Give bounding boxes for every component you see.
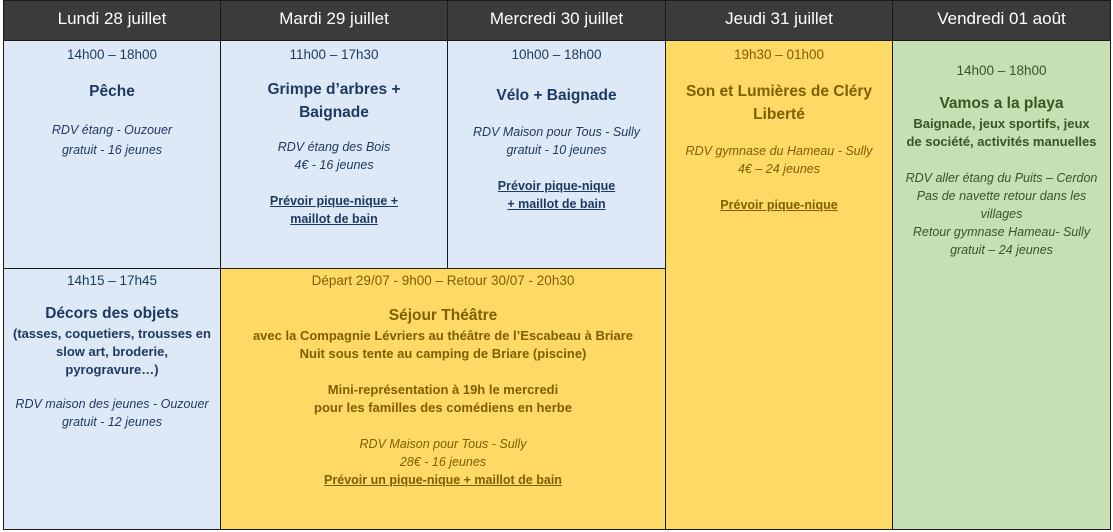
activity-performance-line2: pour les familles des comédiens en herbe — [314, 400, 572, 415]
activity-decors-objets — [3, 268, 221, 530]
activity-title: Vamos a la playa — [939, 95, 1064, 112]
activity-title: Séjour Théâtre — [388, 307, 498, 324]
activity-description-line2: Nuit sous tente au camping de Briare (piscine) — [299, 346, 587, 361]
activity-rdv: RDV aller étang du Puits – Cerdon — [905, 171, 1098, 185]
day-header-mardi: Mardi 29 juillet — [220, 0, 448, 41]
activity-sejour-theatre — [220, 268, 666, 530]
activity-rdv: RDV Maison pour Tous - Sully — [359, 437, 527, 451]
activity-price: gratuit - 12 jeunes — [61, 415, 163, 429]
activity-note: Prévoir pique-nique — [497, 179, 616, 193]
activity-price: gratuit - 16 jeunes — [61, 143, 163, 157]
activity-title: Vélo + Baignade — [496, 87, 617, 104]
activity-rdv: RDV étang - Ouzouer — [51, 123, 173, 137]
activity-vamos-playa — [892, 40, 1111, 530]
activity-performance: Mini-représentation à 19h le mercredi — [327, 382, 559, 397]
activity-time: 10h00 – 18h00 — [511, 47, 602, 62]
activity-description: (tasses, coquetiers, trousses en — [13, 326, 211, 341]
activity-title: Décors des objets — [45, 305, 179, 322]
day-header-jeudi: Jeudi 31 juillet — [665, 0, 893, 41]
activity-description-line2: slow art, broderie, — [56, 344, 168, 359]
activity-price: 4€ – 24 jeunes — [737, 162, 820, 176]
activity-time: Départ 29/07 - 9h00 – Retour 30/07 - 20h30 — [311, 273, 575, 288]
activity-grimpe-arbres — [220, 40, 448, 269]
activity-note: Prévoir pique-nique + — [269, 194, 399, 208]
activity-description: Baignade, jeux sportifs, jeux — [913, 116, 1090, 131]
activity-price: 28€ - 16 jeunes — [399, 455, 487, 469]
activity-peche — [3, 40, 221, 269]
activity-rdv: RDV Maison pour Tous - Sully — [473, 125, 640, 139]
activity-son-lumieres — [665, 40, 893, 530]
activity-velo-baignade — [447, 40, 666, 269]
activity-note: Prévoir un pique-nique + maillot de bain — [324, 473, 562, 487]
activity-title: Son et Lumières de Cléry — [685, 83, 873, 100]
activity-note-line2: + maillot de bain — [507, 197, 606, 211]
activity-return: Retour gymnase Hameau- Sully — [912, 225, 1091, 239]
day-header-vendredi: Vendredi 01 août — [892, 0, 1111, 41]
activity-rdv: RDV maison des jeunes - Ouzouer — [15, 397, 209, 411]
activity-time: 19h30 – 01h00 — [733, 47, 825, 62]
activity-time: 14h15 – 17h45 — [66, 273, 158, 288]
activity-time: 11h00 – 17h30 — [289, 47, 379, 62]
activity-time: 14h00 – 18h00 — [66, 47, 158, 62]
activity-title: Pêche — [89, 83, 135, 100]
day-header-mercredi: Mercredi 30 juillet — [447, 0, 666, 41]
activity-title-line2: Liberté — [753, 106, 805, 123]
activity-description: avec la Compagnie Lévriers au théâtre de l’Escabeau à Briare — [252, 328, 634, 343]
activity-title-line2: Baignade — [299, 104, 369, 121]
activity-title: Grimpe d’arbres + — [267, 81, 401, 98]
activity-rdv: RDV étang des Bois — [277, 140, 391, 154]
activity-description-line3: pyrogravure…) — [65, 362, 159, 377]
activity-price: gratuit – 24 jeunes — [950, 243, 1053, 257]
activity-rdv: RDV gymnase du Hameau - Sully — [685, 144, 873, 158]
activity-shuttle-note-line2: villages — [980, 207, 1023, 221]
activity-shuttle-note: Pas de navette retour dans les — [916, 189, 1087, 203]
activity-note-line2: maillot de bain — [290, 212, 378, 226]
activity-price: gratuit - 10 jeunes — [506, 143, 607, 157]
activity-price: 4€ - 16 jeunes — [294, 158, 374, 172]
activity-description-line2: de société, activités manuelles — [906, 134, 1097, 149]
activity-time: 14h00 – 18h00 — [956, 63, 1047, 78]
activity-note: Prévoir pique-nique — [720, 198, 838, 212]
day-header-lundi: Lundi 28 juillet — [3, 0, 221, 41]
